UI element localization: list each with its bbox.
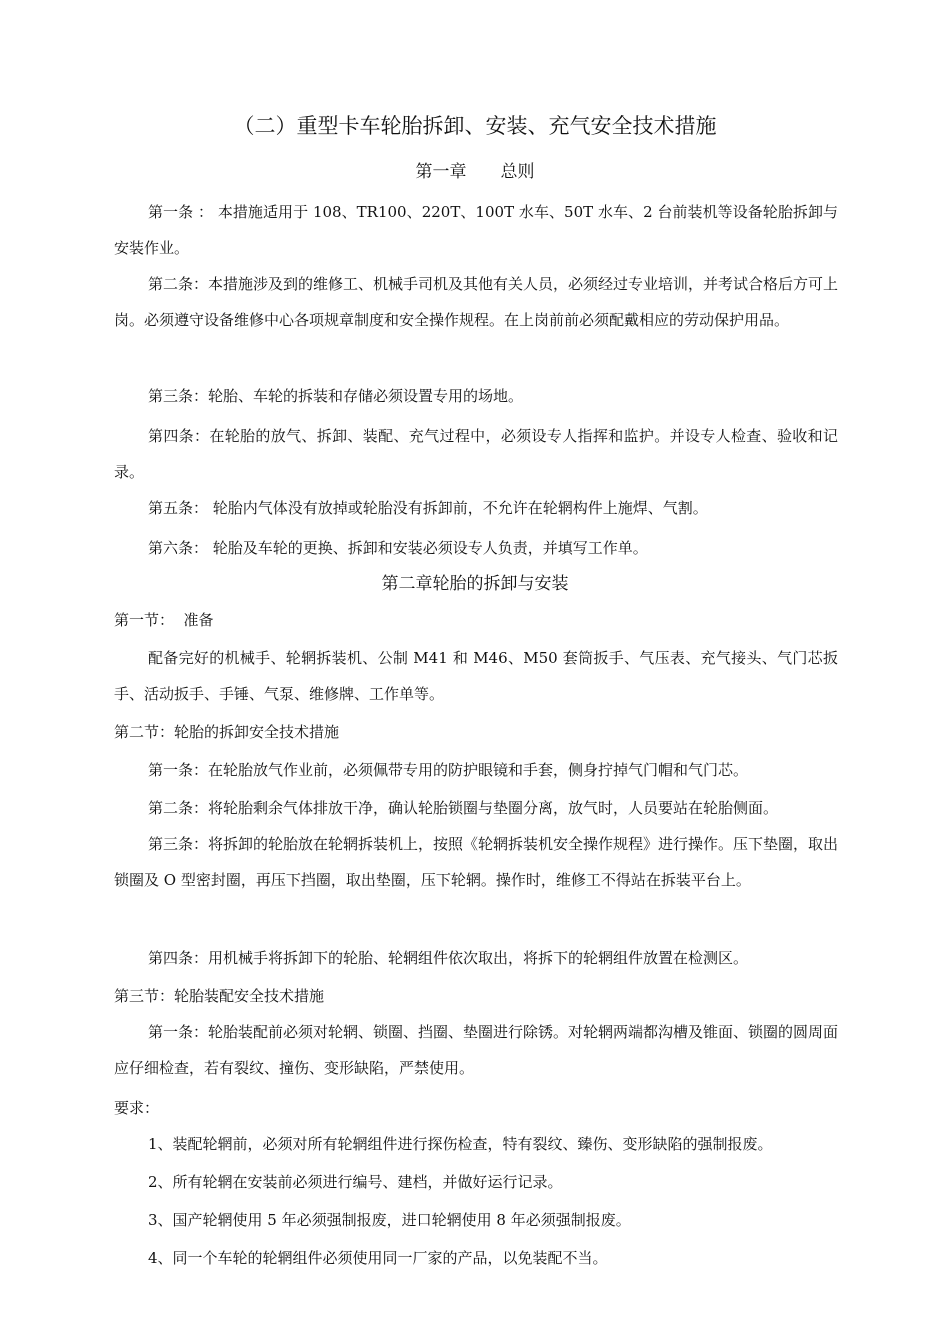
section-2-article-2: 第二条：将轮胎剩余气体排放干净，确认轮胎锁圈与垫圈分离，放气时，人员要站在轮胎侧面。 [148, 799, 779, 817]
document-title: （二）重型卡车轮胎拆卸、安装、充气安全技术措施 [233, 114, 717, 138]
requirement-item-4: 4、同一个车轮的轮辋组件必须使用同一厂家的产品，以免装配不当。 [148, 1249, 608, 1267]
chapter-1-article-2: 第二条：本措施涉及到的维修工、机械手司机及其他有关人员，必须经过专业培训，并考试合格后方可上岗。必须遵守设备维修中心各项规章制度和安全操作规程。在上岗前前必须配戴相应的劳动保护用品。 [114, 275, 839, 329]
requirement-item-1: 1、装配轮辋前，必须对所有轮辋组件进行探伤检查，特有裂纹、臻伤、变形缺陷的强制报废。 [148, 1135, 773, 1153]
requirements-label: 要求： [114, 1099, 160, 1117]
section-2-article-1: 第一条：在轮胎放气作业前，必须佩带专用的防护眼镜和手套，侧身拧掉气门帽和气门芯。 [148, 761, 749, 779]
section-3-heading: 第三节：轮胎装配安全技术措施 [114, 987, 325, 1005]
section-3-article-1: 第一条：轮胎装配前必须对轮辋、锁圈、挡圈、垫圈进行除锈。对轮辋两端都沟槽及锥面、锁圈的圆周面应仔细检查，若有裂纹、撞伤、变形缺陷，严禁使用。 [114, 1023, 839, 1077]
chapter-2-heading: 第二章轮胎的拆卸与安装 [381, 574, 569, 594]
chapter-1-heading: 第一章 总则 [415, 162, 535, 182]
requirement-item-3: 3、国产轮辋使用 5 年必须强制报废，进口轮辋使用 8 年必须强制报废。 [148, 1211, 631, 1229]
section-2-heading: 第二节：轮胎的拆卸安全技术措施 [114, 723, 340, 741]
chapter-1-article-1: 第一条 ： 本措施适用于 108、TR100、220T、100T 水车、50T 水车、2 台前装机等设备轮胎拆卸与安装作业。 [114, 203, 838, 257]
section-2-article-4: 第四条：用机械手将拆卸下的轮胎、轮辋组件依次取出，将拆下的轮辋组件放置在检测区。 [148, 949, 749, 967]
chapter-1-article-5: 第五条： 轮胎内气体没有放掉或轮胎没有拆卸前，不允许在轮辋构件上施焊、气割。 [148, 499, 708, 517]
chapter-1-article-3: 第三条：轮胎、车轮的拆装和存储必须设置专用的场地。 [148, 387, 524, 405]
chapter-1-article-4: 第四条：在轮胎的放气、拆卸、装配、充气过程中，必须设专人指挥和监护。并设专人检查、验收和记录。 [114, 427, 838, 481]
chapter-1-article-6: 第六条： 轮胎及车轮的更换、拆卸和安装必须设专人负责，并填写工作单。 [148, 539, 648, 557]
requirement-item-2: 2、所有轮辋在安装前必须进行编号、建档，并做好运行记录。 [148, 1173, 563, 1191]
section-1-heading: 第一节： 准备 [114, 611, 214, 629]
section-1-body: 配备完好的机械手、轮辋拆装机、公制 M41 和 M46、M50 套筒扳手、气压表、充气接头、气门芯扳手、活动扳手、手锤、气泵、维修牌、工作单等。 [114, 649, 838, 703]
section-2-article-3: 第三条：将拆卸的轮胎放在轮辋拆装机上，按照《轮辋拆装机安全操作规程》进行操作。压下垫圈，取出锁圈及 O 型密封圈，再压下挡圈，取出垫圈，压下轮辋。操作时，维修工不得站在拆装平台上。 [114, 835, 839, 889]
